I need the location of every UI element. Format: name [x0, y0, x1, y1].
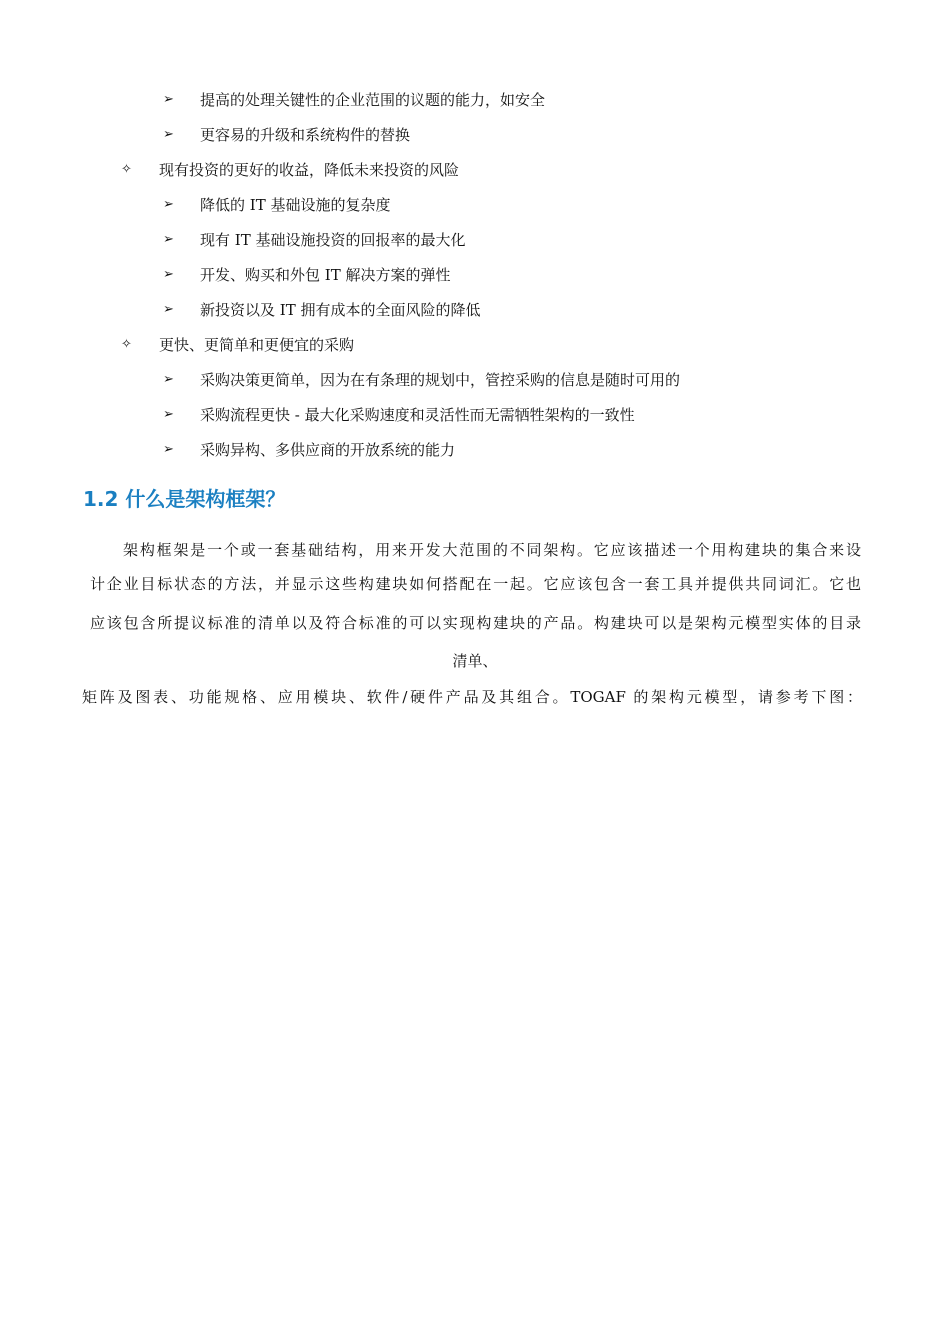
arrow-bullet-icon: ➢ — [163, 267, 174, 282]
bullet-text: 新投资以及 IT 拥有成本的全面风险的降低 — [200, 301, 481, 319]
bullet-item — [0, 439, 455, 461]
bullet-text: 现有 IT 基础设施投资的回报率的最大化 — [200, 231, 466, 249]
paragraph-line: 架构框架是一个或一套基础结构，用来开发大范围的不同架构。它应该描述一个用构建块的集合来设 — [123, 541, 861, 559]
diamond-bullet-icon: ✧ — [121, 162, 132, 177]
bullet-text: 现有投资的更好的收益，降低未来投资的风险 — [159, 161, 460, 179]
bullet-item — [0, 404, 635, 426]
bullet-text: 采购决策更简单，因为在有条理的规划中，管控采购的信息是随时可用的 — [200, 371, 681, 389]
section-heading: 1.2 什么是架构框架？ — [83, 487, 286, 511]
bullet-text: 降低的 IT 基础设施的复杂度 — [200, 196, 391, 214]
bullet-text: 更快、更简单和更便宜的采购 — [159, 336, 355, 354]
bullet-text: 采购异构、多供应商的开放系统的能力 — [200, 441, 456, 459]
paragraph-line: 应该包含所提议标准的清单以及符合标准的可以实现构建块的产品。构建块可以是架构元模型实体的目录 — [90, 614, 861, 632]
paragraph-line: 清单、 — [452, 652, 498, 670]
diamond-bullet-icon: ✧ — [121, 337, 132, 352]
arrow-bullet-icon: ➢ — [163, 407, 174, 422]
arrow-bullet-icon: ➢ — [163, 372, 174, 387]
arrow-bullet-icon: ➢ — [163, 302, 174, 317]
bullet-text: 更容易的升级和系统构件的替换 — [200, 126, 411, 144]
paragraph-line: 矩阵及图表、功能规格、应用模块、软件/硬件产品及其组合。TOGAF 的架构元模型，请参考下图： — [82, 688, 862, 706]
arrow-bullet-icon: ➢ — [163, 197, 174, 212]
bullet-text: 采购流程更快 - 最大化采购速度和灵活性而无需牺牲架构的一致性 — [200, 406, 635, 424]
bullet-item — [0, 299, 480, 321]
arrow-bullet-icon: ➢ — [163, 127, 174, 142]
paragraph-line: 计企业目标状态的方法，并显示这些构建块如何搭配在一起。它应该包含一套工具并提供共同词汇。它也 — [90, 575, 861, 593]
bullet-item — [0, 369, 680, 391]
bullet-item — [0, 229, 465, 251]
bullet-item — [0, 264, 450, 286]
bullet-item — [0, 159, 459, 181]
bullet-item — [0, 89, 545, 111]
bullet-item — [0, 334, 354, 356]
bullet-text: 开发、购买和外包 IT 解决方案的弹性 — [200, 266, 451, 284]
bullet-item — [0, 194, 390, 216]
arrow-bullet-icon: ➢ — [163, 92, 174, 107]
arrow-bullet-icon: ➢ — [163, 442, 174, 457]
bullet-text: 提高的处理关键性的企业范围的议题的能力，如安全 — [200, 91, 546, 109]
arrow-bullet-icon: ➢ — [163, 232, 174, 247]
bullet-item — [0, 124, 410, 146]
